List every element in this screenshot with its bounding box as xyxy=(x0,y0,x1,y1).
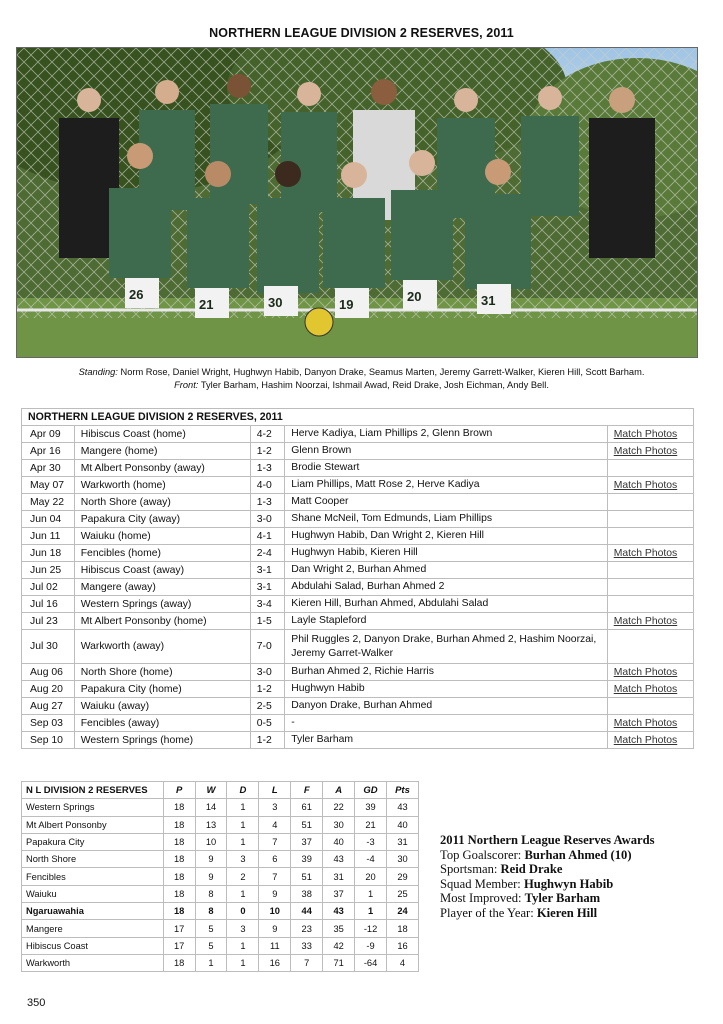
standings-team: Waiuku xyxy=(22,885,164,902)
standings-col-header: L xyxy=(259,782,291,799)
standings-title: N L DIVISION 2 RESERVES xyxy=(22,782,164,799)
standings-value: 51 xyxy=(291,816,323,833)
caption-standing-label: Standing: xyxy=(78,367,118,377)
awards-panel xyxy=(440,833,710,920)
match-score: 4-0 xyxy=(250,477,284,494)
standings-value: 1 xyxy=(355,903,387,920)
standings-value: 16 xyxy=(259,954,291,971)
standings-team: Western Springs xyxy=(22,799,164,816)
match-opponent: Mangere (home) xyxy=(74,443,250,460)
standings-row xyxy=(22,954,419,971)
standings-value: 10 xyxy=(259,903,291,920)
standings-team: Mt Albert Ponsonby xyxy=(22,816,164,833)
standings-value: 17 xyxy=(163,937,195,954)
results-table xyxy=(21,408,694,749)
match-opponent: North Shore (home) xyxy=(74,664,250,681)
match-scorers: Matt Cooper xyxy=(285,494,607,511)
standings-value: 8 xyxy=(195,885,227,902)
standings-value: 14 xyxy=(195,799,227,816)
standings-value: 43 xyxy=(387,799,419,816)
award-label: Player of the Year: xyxy=(440,905,534,920)
award-winner: Tyler Barham xyxy=(524,891,601,905)
standings-row xyxy=(22,851,419,868)
match-date: Apr 30 xyxy=(22,460,75,477)
standings-value: 11 xyxy=(259,937,291,954)
standings-value: 22 xyxy=(323,799,355,816)
match-opponent: Warkworth (away) xyxy=(74,630,250,664)
results-row xyxy=(22,613,694,630)
award-label: Squad Member: xyxy=(440,876,521,891)
results-row xyxy=(22,630,694,664)
match-date: Sep 10 xyxy=(22,732,75,749)
results-title: NORTHERN LEAGUE DIVISION 2 RESERVES, 2011 xyxy=(22,409,694,426)
match-date: Jun 18 xyxy=(22,545,75,562)
award-item xyxy=(440,862,710,877)
match-photos-cell xyxy=(607,664,693,681)
standings-value: -4 xyxy=(355,851,387,868)
standings-value: 13 xyxy=(195,816,227,833)
standings-value: 1 xyxy=(227,885,259,902)
results-row xyxy=(22,681,694,698)
match-photos-link[interactable]: Match Photos xyxy=(613,445,678,457)
match-opponent: Western Springs (away) xyxy=(74,596,250,613)
standings-col-header: Pts xyxy=(387,782,419,799)
standings-row xyxy=(22,833,419,850)
standings-value: 35 xyxy=(323,920,355,937)
standings-value: 9 xyxy=(259,885,291,902)
shirt-number-label: 31 xyxy=(481,293,496,308)
match-scorers: Brodie Stewart xyxy=(285,460,607,477)
shirt-number-label: 30 xyxy=(268,295,283,310)
standings-value: 24 xyxy=(387,903,419,920)
shirt-number-label: 19 xyxy=(339,297,354,312)
award-item xyxy=(440,848,710,863)
standings-value: 9 xyxy=(259,920,291,937)
match-photos-cell xyxy=(607,477,693,494)
standings-value: 1 xyxy=(195,954,227,971)
standings-value: 18 xyxy=(163,885,195,902)
award-label: Sportsman: xyxy=(440,862,498,876)
results-row xyxy=(22,545,694,562)
match-scorers: Tyler Barham xyxy=(285,732,607,749)
football-icon xyxy=(305,308,333,336)
match-score: 1-3 xyxy=(250,494,284,511)
standings-value: 40 xyxy=(387,816,419,833)
match-score: 3-1 xyxy=(250,579,284,596)
match-scorers: Herve Kadiya, Liam Phillips 2, Glenn Brown xyxy=(285,426,607,443)
results-row xyxy=(22,494,694,511)
standings-value: 30 xyxy=(323,816,355,833)
match-opponent: Warkworth (home) xyxy=(74,477,250,494)
match-date: May 07 xyxy=(22,477,75,494)
match-photos-cell xyxy=(607,562,693,579)
match-opponent: Papakura City (away) xyxy=(74,511,250,528)
standings-col-header: F xyxy=(291,782,323,799)
match-opponent: North Shore (away) xyxy=(74,494,250,511)
match-score: 1-2 xyxy=(250,443,284,460)
match-photos-cell xyxy=(607,545,693,562)
page-title: NORTHERN LEAGUE DIVISION 2 RESERVES, 2011 xyxy=(209,26,514,40)
standings-value: 3 xyxy=(227,851,259,868)
standings-value: 21 xyxy=(355,816,387,833)
results-row xyxy=(22,511,694,528)
match-photos-link[interactable]: Match Photos xyxy=(613,428,678,440)
standings-value: 31 xyxy=(323,868,355,885)
match-score: 1-5 xyxy=(250,613,284,630)
match-scorers: Hughwyn Habib xyxy=(285,681,607,698)
standings-value: 8 xyxy=(195,903,227,920)
standings-value: 18 xyxy=(163,799,195,816)
match-score: 4-1 xyxy=(250,528,284,545)
results-row xyxy=(22,732,694,749)
standings-row xyxy=(22,799,419,816)
standings-value: 7 xyxy=(259,868,291,885)
match-date: Jul 23 xyxy=(22,613,75,630)
caption-front-names: Tyler Barham, Hashim Noorzai, Ishmail Awad, Reid Drake, Josh Eichman, Andy Bell. xyxy=(200,380,549,390)
shirt-number-label: 26 xyxy=(129,287,144,302)
match-date: Apr 09 xyxy=(22,426,75,443)
standings-value: 1 xyxy=(227,954,259,971)
standings-value: 18 xyxy=(387,920,419,937)
match-opponent: Mangere (away) xyxy=(74,579,250,596)
standings-team: Hibiscus Coast xyxy=(22,937,164,954)
photo-caption xyxy=(0,366,723,392)
standings-value: 18 xyxy=(163,851,195,868)
match-scorers: Danyon Drake, Burhan Ahmed xyxy=(285,698,607,715)
match-score: 2-4 xyxy=(250,545,284,562)
match-photos-link[interactable]: Match Photos xyxy=(613,547,678,559)
standings-value: 37 xyxy=(291,833,323,850)
match-photos-cell xyxy=(607,630,693,664)
standings-team: North Shore xyxy=(22,851,164,868)
award-label: Top Goalscorer: xyxy=(440,847,522,862)
standings-row xyxy=(22,816,419,833)
match-score: 3-1 xyxy=(250,562,284,579)
standings-value: 4 xyxy=(387,954,419,971)
standings-value: -64 xyxy=(355,954,387,971)
standings-value: 18 xyxy=(163,954,195,971)
standings-value: 16 xyxy=(387,937,419,954)
match-score: 7-0 xyxy=(250,630,284,664)
standings-team: Papakura City xyxy=(22,833,164,850)
standings-row xyxy=(22,920,419,937)
match-score: 3-0 xyxy=(250,511,284,528)
match-date: Aug 06 xyxy=(22,664,75,681)
award-item xyxy=(440,877,710,892)
match-date: Aug 20 xyxy=(22,681,75,698)
standings-value: 37 xyxy=(323,885,355,902)
match-photos-cell xyxy=(607,460,693,477)
match-scorers: Hughwyn Habib, Dan Wright 2, Kieren Hill xyxy=(285,528,607,545)
match-photos-cell xyxy=(607,681,693,698)
match-scorers: Dan Wright 2, Burhan Ahmed xyxy=(285,562,607,579)
match-opponent: Hibiscus Coast (home) xyxy=(74,426,250,443)
standings-team: Warkworth xyxy=(22,954,164,971)
standings-value: 9 xyxy=(195,851,227,868)
match-opponent: Fencibles (home) xyxy=(74,545,250,562)
match-score: 4-2 xyxy=(250,426,284,443)
match-scorers: Glenn Brown xyxy=(285,443,607,460)
standings-value: -3 xyxy=(355,833,387,850)
standings-value: 6 xyxy=(259,851,291,868)
standings-value: 1 xyxy=(355,885,387,902)
match-opponent: Waiuku (away) xyxy=(74,698,250,715)
standings-col-header: GD xyxy=(355,782,387,799)
standings-value: 39 xyxy=(291,851,323,868)
results-row xyxy=(22,477,694,494)
match-opponent: Fencibles (away) xyxy=(74,715,250,732)
results-row xyxy=(22,562,694,579)
results-row xyxy=(22,698,694,715)
standings-col-header: W xyxy=(195,782,227,799)
standings-value: 51 xyxy=(291,868,323,885)
award-item xyxy=(440,906,710,921)
standings-value: 71 xyxy=(323,954,355,971)
match-photos-cell xyxy=(607,613,693,630)
standings-value: 4 xyxy=(259,816,291,833)
standings-value: 44 xyxy=(291,903,323,920)
match-opponent: Papakura City (home) xyxy=(74,681,250,698)
standings-value: 29 xyxy=(387,868,419,885)
team-photo xyxy=(16,47,698,358)
match-photos-cell xyxy=(607,511,693,528)
match-photos-link[interactable]: Match Photos xyxy=(613,734,678,746)
match-scorers: Phil Ruggles 2, Danyon Drake, Burhan Ahmed 2, Hashim Noorzai, Jeremy Garret-Walker xyxy=(285,630,607,664)
standings-value: 18 xyxy=(163,868,195,885)
match-score: 1-2 xyxy=(250,681,284,698)
standings-value: -9 xyxy=(355,937,387,954)
standings-value: 40 xyxy=(323,833,355,850)
match-photos-cell xyxy=(607,715,693,732)
match-photos-cell xyxy=(607,698,693,715)
standings-value: 1 xyxy=(227,799,259,816)
team-photo-illustration xyxy=(17,48,698,358)
match-photos-cell xyxy=(607,426,693,443)
match-scorers: Abdulahi Salad, Burhan Ahmed 2 xyxy=(285,579,607,596)
standings-value: 5 xyxy=(195,937,227,954)
caption-front xyxy=(0,379,723,392)
standings-col-header: A xyxy=(323,782,355,799)
match-date: May 22 xyxy=(22,494,75,511)
standings-value: 5 xyxy=(195,920,227,937)
standings-value: 39 xyxy=(355,799,387,816)
standings-value: 42 xyxy=(323,937,355,954)
match-scorers: Hughwyn Habib, Kieren Hill xyxy=(285,545,607,562)
match-photos-cell xyxy=(607,443,693,460)
match-date: Sep 03 xyxy=(22,715,75,732)
standings-value: 43 xyxy=(323,851,355,868)
standings-table xyxy=(21,781,419,972)
match-score: 0-5 xyxy=(250,715,284,732)
standings-value: 10 xyxy=(195,833,227,850)
match-date: Jul 16 xyxy=(22,596,75,613)
shirt-number-label: 21 xyxy=(199,297,214,312)
caption-standing xyxy=(0,366,723,379)
standings-value: 23 xyxy=(291,920,323,937)
match-date: Apr 16 xyxy=(22,443,75,460)
standings-value: 1 xyxy=(227,833,259,850)
standings-row xyxy=(22,885,419,902)
match-photos-link[interactable]: Match Photos xyxy=(613,717,678,729)
standings-col-header: D xyxy=(227,782,259,799)
match-scorers: Layle Stapleford xyxy=(285,613,607,630)
results-row xyxy=(22,460,694,477)
standings-value: 43 xyxy=(323,903,355,920)
standings-row xyxy=(22,937,419,954)
match-scorers: Shane McNeil, Tom Edmunds, Liam Phillips xyxy=(285,511,607,528)
standings-value: 18 xyxy=(163,816,195,833)
match-date: Aug 27 xyxy=(22,698,75,715)
standings-value: 33 xyxy=(291,937,323,954)
match-opponent: Mt Albert Ponsonby (away) xyxy=(74,460,250,477)
match-opponent: Hibiscus Coast (away) xyxy=(74,562,250,579)
results-row xyxy=(22,596,694,613)
match-photos-link[interactable]: Match Photos xyxy=(613,683,678,695)
standings-value: 20 xyxy=(355,868,387,885)
page-number: 350 xyxy=(27,997,46,1009)
results-row xyxy=(22,715,694,732)
standings-row xyxy=(22,868,419,885)
standings-value: 7 xyxy=(259,833,291,850)
standings-value: 1 xyxy=(227,937,259,954)
standings-team: Mangere xyxy=(22,920,164,937)
standings-value: 25 xyxy=(387,885,419,902)
standings-value: 7 xyxy=(291,954,323,971)
match-opponent: Waiuku (home) xyxy=(74,528,250,545)
standings-row xyxy=(22,903,419,920)
caption-standing-names: Norm Rose, Daniel Wright, Hughwyn Habib, Danyon Drake, Seamus Marten, Jeremy Garrett-Walker, Kieren Hill, Scott Barham. xyxy=(120,367,645,377)
match-score: 3-4 xyxy=(250,596,284,613)
match-date: Jul 02 xyxy=(22,579,75,596)
match-score: 1-2 xyxy=(250,732,284,749)
match-photos-cell xyxy=(607,528,693,545)
award-winner: Burhan Ahmed (10) xyxy=(524,847,632,862)
match-score: 1-3 xyxy=(250,460,284,477)
standings-team: Fencibles xyxy=(22,868,164,885)
results-row xyxy=(22,426,694,443)
results-row xyxy=(22,528,694,545)
standings-value: -12 xyxy=(355,920,387,937)
standings-value: 31 xyxy=(387,833,419,850)
standings-value: 2 xyxy=(227,868,259,885)
results-row xyxy=(22,579,694,596)
standings-value: 61 xyxy=(291,799,323,816)
standings-value: 3 xyxy=(227,920,259,937)
standings-value: 9 xyxy=(195,868,227,885)
award-winner: Reid Drake xyxy=(500,862,563,876)
standings-value: 0 xyxy=(227,903,259,920)
match-photos-cell xyxy=(607,596,693,613)
match-photos-cell xyxy=(607,494,693,511)
standings-value: 18 xyxy=(163,833,195,850)
match-photos-link[interactable]: Match Photos xyxy=(613,479,678,491)
match-score: 3-0 xyxy=(250,664,284,681)
match-scorers: Liam Phillips, Matt Rose 2, Herve Kadiya xyxy=(285,477,607,494)
standings-team: Ngaruawahia xyxy=(22,903,164,920)
standings-value: 38 xyxy=(291,885,323,902)
match-date: Jun 11 xyxy=(22,528,75,545)
match-scorers: - xyxy=(285,715,607,732)
award-winner: Hughwyn Habib xyxy=(523,876,614,891)
results-row xyxy=(22,664,694,681)
match-photos-cell xyxy=(607,732,693,749)
match-score: 2-5 xyxy=(250,698,284,715)
standings-value: 18 xyxy=(163,903,195,920)
results-row xyxy=(22,443,694,460)
caption-front-label: Front: xyxy=(174,380,199,390)
match-opponent: Mt Albert Ponsonby (home) xyxy=(74,613,250,630)
shirt-number-label: 20 xyxy=(407,289,422,304)
match-photos-link[interactable]: Match Photos xyxy=(613,615,678,627)
match-scorers: Burhan Ahmed 2, Richie Harris xyxy=(285,664,607,681)
standings-value: 30 xyxy=(387,851,419,868)
standings-value: 17 xyxy=(163,920,195,937)
match-date: Jun 25 xyxy=(22,562,75,579)
match-photos-link[interactable]: Match Photos xyxy=(613,666,678,678)
awards-heading: 2011 Northern League Reserves Awards xyxy=(440,833,655,847)
match-opponent: Western Springs (home) xyxy=(74,732,250,749)
standings-value: 1 xyxy=(227,816,259,833)
match-photos-cell xyxy=(607,579,693,596)
match-scorers: Kieren Hill, Burhan Ahmed, Abdulahi Salad xyxy=(285,596,607,613)
standings-col-header: P xyxy=(163,782,195,799)
award-label: Most Improved: xyxy=(440,891,522,905)
award-item xyxy=(440,891,710,906)
match-date: Jul 30 xyxy=(22,630,75,664)
award-winner: Kieren Hill xyxy=(536,905,598,920)
match-date: Jun 04 xyxy=(22,511,75,528)
standings-value: 3 xyxy=(259,799,291,816)
